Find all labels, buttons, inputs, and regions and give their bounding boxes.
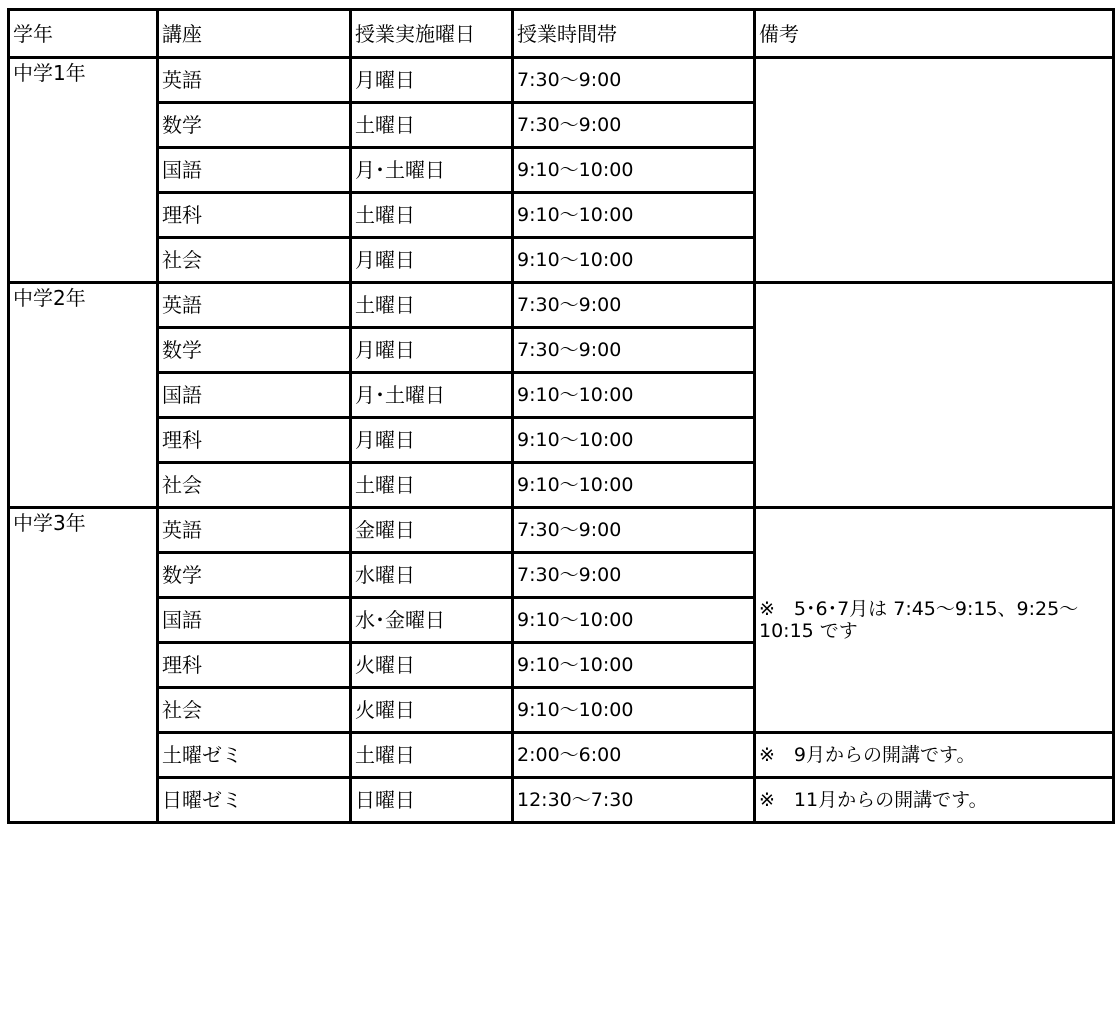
course-cell: 数学 <box>158 553 351 598</box>
day-cell: 月曜日 <box>351 418 513 463</box>
table-row <box>9 58 1114 103</box>
course-cell: 社会 <box>158 688 351 733</box>
time-cell: 9:10〜10:00 <box>513 688 755 733</box>
time-cell: 7:30〜9:00 <box>513 553 755 598</box>
time-cell: 9:10〜10:00 <box>513 598 755 643</box>
table-header <box>9 10 1114 58</box>
note-cell: ※ 5･6･7月は 7:45〜9:15、9:25〜10:15 です <box>755 508 1114 733</box>
time-cell: 2:00〜6:00 <box>513 733 755 778</box>
course-cell: 土曜ゼミ <box>158 733 351 778</box>
note-cell <box>755 58 1114 283</box>
note-cell: ※ 11月からの開講です。 <box>755 778 1114 823</box>
course-cell: 数学 <box>158 328 351 373</box>
day-cell: 月曜日 <box>351 328 513 373</box>
table-row <box>9 778 1114 823</box>
day-cell: 月･土曜日 <box>351 373 513 418</box>
header-course: 講座 <box>158 10 351 58</box>
time-cell: 9:10〜10:00 <box>513 148 755 193</box>
table-row <box>9 733 1114 778</box>
day-cell: 土曜日 <box>351 193 513 238</box>
note-cell: ※ 9月からの開講です。 <box>755 733 1114 778</box>
course-cell: 理科 <box>158 643 351 688</box>
time-cell: 7:30〜9:00 <box>513 58 755 103</box>
table-body <box>9 58 1114 823</box>
header-grade: 学年 <box>9 10 158 58</box>
day-cell: 土曜日 <box>351 463 513 508</box>
course-cell: 英語 <box>158 283 351 328</box>
time-cell: 9:10〜10:00 <box>513 238 755 283</box>
day-cell: 月曜日 <box>351 238 513 283</box>
day-cell: 月曜日 <box>351 58 513 103</box>
grade-cell: 中学1年 <box>9 58 158 283</box>
time-cell: 7:30〜9:00 <box>513 328 755 373</box>
course-cell: 英語 <box>158 508 351 553</box>
time-cell: 9:10〜10:00 <box>513 373 755 418</box>
time-cell: 9:10〜10:00 <box>513 643 755 688</box>
course-cell: 国語 <box>158 598 351 643</box>
day-cell: 金曜日 <box>351 508 513 553</box>
time-cell: 7:30〜9:00 <box>513 283 755 328</box>
table-row <box>9 508 1114 553</box>
day-cell: 土曜日 <box>351 103 513 148</box>
day-cell: 火曜日 <box>351 643 513 688</box>
time-cell: 7:30〜9:00 <box>513 103 755 148</box>
course-cell: 英語 <box>158 58 351 103</box>
time-cell: 12:30〜7:30 <box>513 778 755 823</box>
header-note: 備考 <box>755 10 1114 58</box>
table-row <box>9 283 1114 328</box>
header-row <box>9 10 1114 58</box>
course-cell: 理科 <box>158 418 351 463</box>
note-cell <box>755 283 1114 508</box>
course-cell: 国語 <box>158 373 351 418</box>
course-cell: 日曜ゼミ <box>158 778 351 823</box>
course-cell: 社会 <box>158 463 351 508</box>
day-cell: 水曜日 <box>351 553 513 598</box>
time-cell: 9:10〜10:00 <box>513 418 755 463</box>
course-cell: 国語 <box>158 148 351 193</box>
grade-cell: 中学2年 <box>9 283 158 508</box>
schedule-table <box>7 8 1115 824</box>
course-cell: 社会 <box>158 238 351 283</box>
grade-cell: 中学3年 <box>9 508 158 823</box>
day-cell: 土曜日 <box>351 283 513 328</box>
day-cell: 火曜日 <box>351 688 513 733</box>
header-time: 授業時間帯 <box>513 10 755 58</box>
header-day: 授業実施曜日 <box>351 10 513 58</box>
day-cell: 水･金曜日 <box>351 598 513 643</box>
course-cell: 数学 <box>158 103 351 148</box>
day-cell: 土曜日 <box>351 733 513 778</box>
day-cell: 月･土曜日 <box>351 148 513 193</box>
day-cell: 日曜日 <box>351 778 513 823</box>
time-cell: 7:30〜9:00 <box>513 508 755 553</box>
course-cell: 理科 <box>158 193 351 238</box>
time-cell: 9:10〜10:00 <box>513 193 755 238</box>
time-cell: 9:10〜10:00 <box>513 463 755 508</box>
